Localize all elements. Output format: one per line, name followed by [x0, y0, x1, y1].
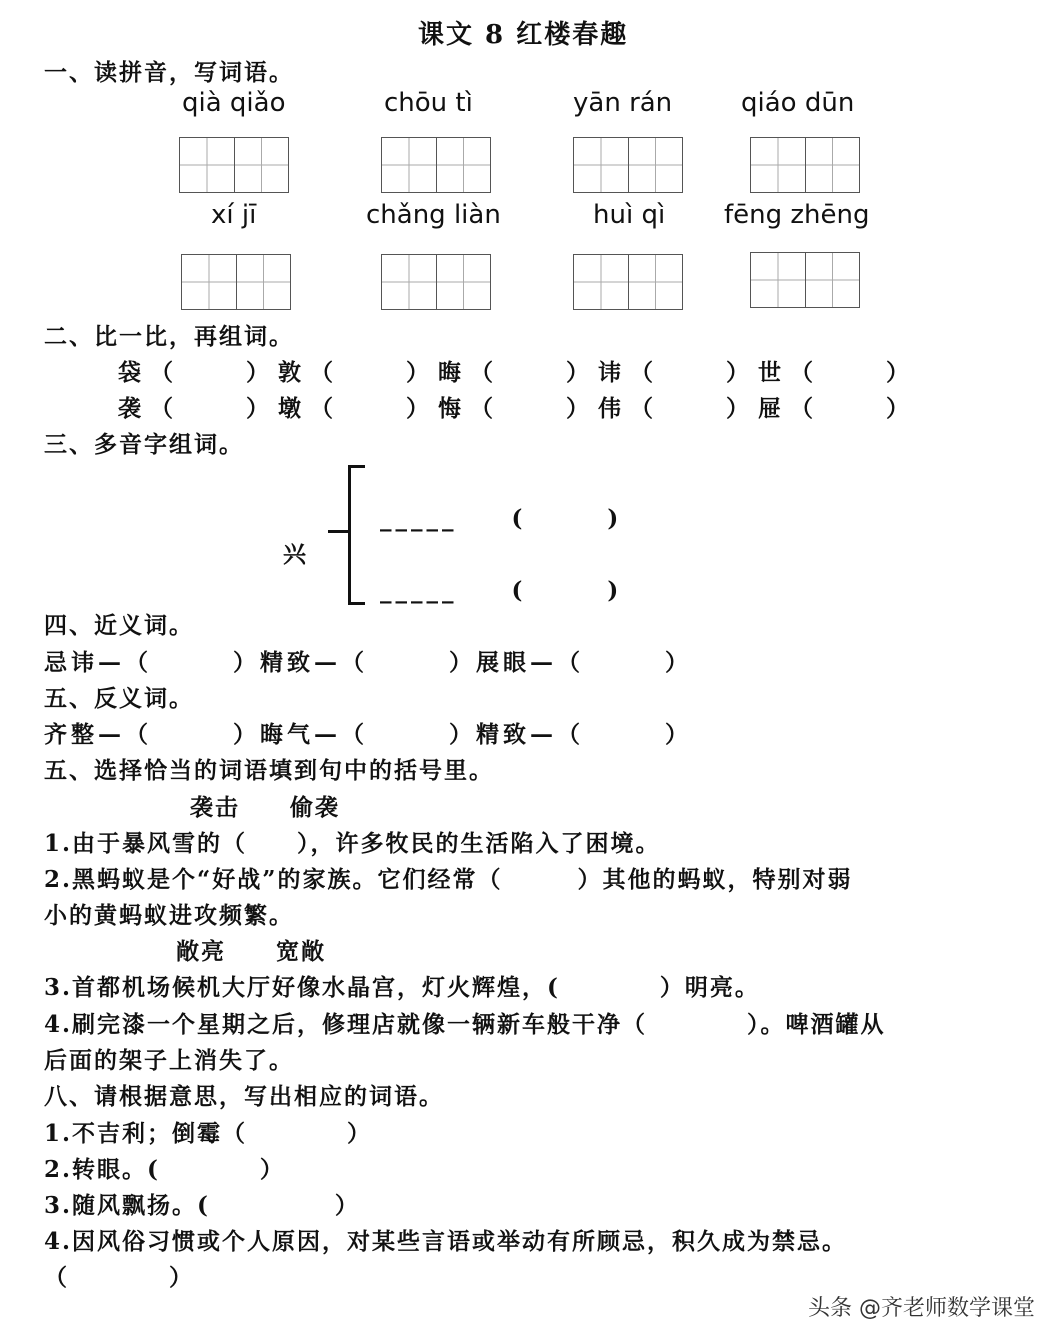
section-3-heading: 三、多音字组词。: [44, 431, 244, 458]
writing-grid[interactable]: [573, 254, 683, 310]
pinyin: qià qiǎo: [182, 88, 286, 118]
writing-grid[interactable]: [750, 137, 860, 193]
synonym-row: 忌讳—（ ）精致—（ ）展眼—（ ）: [44, 649, 692, 676]
word-choices: 袭击 偷袭: [190, 794, 340, 821]
section-4-heading: 四、近义词。: [44, 612, 194, 639]
pinyin: chōu tì: [384, 88, 473, 118]
brace: [348, 465, 365, 605]
pinyin: huì qì: [593, 200, 666, 230]
writing-grid[interactable]: [179, 137, 289, 193]
question: 1.不吉利；倒霉（ ）: [44, 1120, 373, 1147]
pinyin: xí jī: [211, 200, 257, 230]
pinyin: yān rán: [573, 88, 673, 118]
writing-grid[interactable]: [381, 254, 491, 310]
question: 1.由于暴风雪的（ ），许多牧民的生活陷入了困境。: [44, 830, 661, 857]
writing-grid[interactable]: [381, 137, 491, 193]
polyphone-char: 兴: [283, 541, 308, 568]
section-8-heading: 八、请根据意思，写出相应的词语。: [44, 1083, 444, 1110]
question: 3.首都机场候机大厅好像水晶宫，灯火辉煌，( ）明亮。: [44, 974, 760, 1001]
question: 2.转眼。( ）: [44, 1156, 285, 1183]
polyphone-line: _____ ( ): [380, 505, 623, 532]
antonym-row: 齐整—（ ）晦气—（ ）精致—（ ）: [44, 721, 692, 748]
question: 小的黄蚂蚁进攻频繁。: [44, 902, 294, 929]
question: 2.黑蚂蚁是个“好战”的家族。它们经常（ ）其他的蚂蚁，特别对弱: [44, 866, 853, 893]
brace-tick: [328, 530, 350, 533]
question: 3.随风飘扬。( ）: [44, 1192, 360, 1219]
section-2-heading: 二、比一比，再组词。: [44, 323, 294, 350]
section-1-heading: 一、读拼音，写词语。: [44, 59, 294, 86]
word-choices: 敞亮 宽敞: [176, 938, 326, 965]
polyphone-line: _____ ( ): [380, 577, 623, 604]
pinyin: chǎng liàn: [366, 200, 501, 230]
pinyin: qiáo dūn: [741, 88, 855, 118]
question: （ ）: [44, 1264, 194, 1291]
watermark: 头条 @齐老师数学课堂: [808, 1296, 1035, 1321]
writing-grid[interactable]: [181, 254, 291, 310]
compare-row: 袋（ ）敦（ ）晦（ ）讳（ ）世（ ）: [118, 359, 918, 386]
question: 4.刷完漆一个星期之后，修理店就像一辆新车般干净（ ）。啤酒罐从: [44, 1011, 886, 1038]
section-6-heading: 五、选择恰当的词语填到句中的括号里。: [44, 757, 494, 784]
pinyin: fēng zhēng: [724, 200, 870, 230]
question: 4.因风俗习惯或个人原因，对某些言语或举动有所顾忌，积久成为禁忌。: [44, 1228, 848, 1255]
page-title: 课文 8 红楼春趣: [418, 20, 629, 50]
compare-row: 袭（ ）墩（ ）悔（ ）伟（ ）屉（ ）: [118, 395, 918, 422]
section-5-heading: 五、反义词。: [44, 685, 194, 712]
writing-grid[interactable]: [750, 252, 860, 308]
question: 后面的架子上消失了。: [44, 1047, 294, 1074]
writing-grid[interactable]: [573, 137, 683, 193]
